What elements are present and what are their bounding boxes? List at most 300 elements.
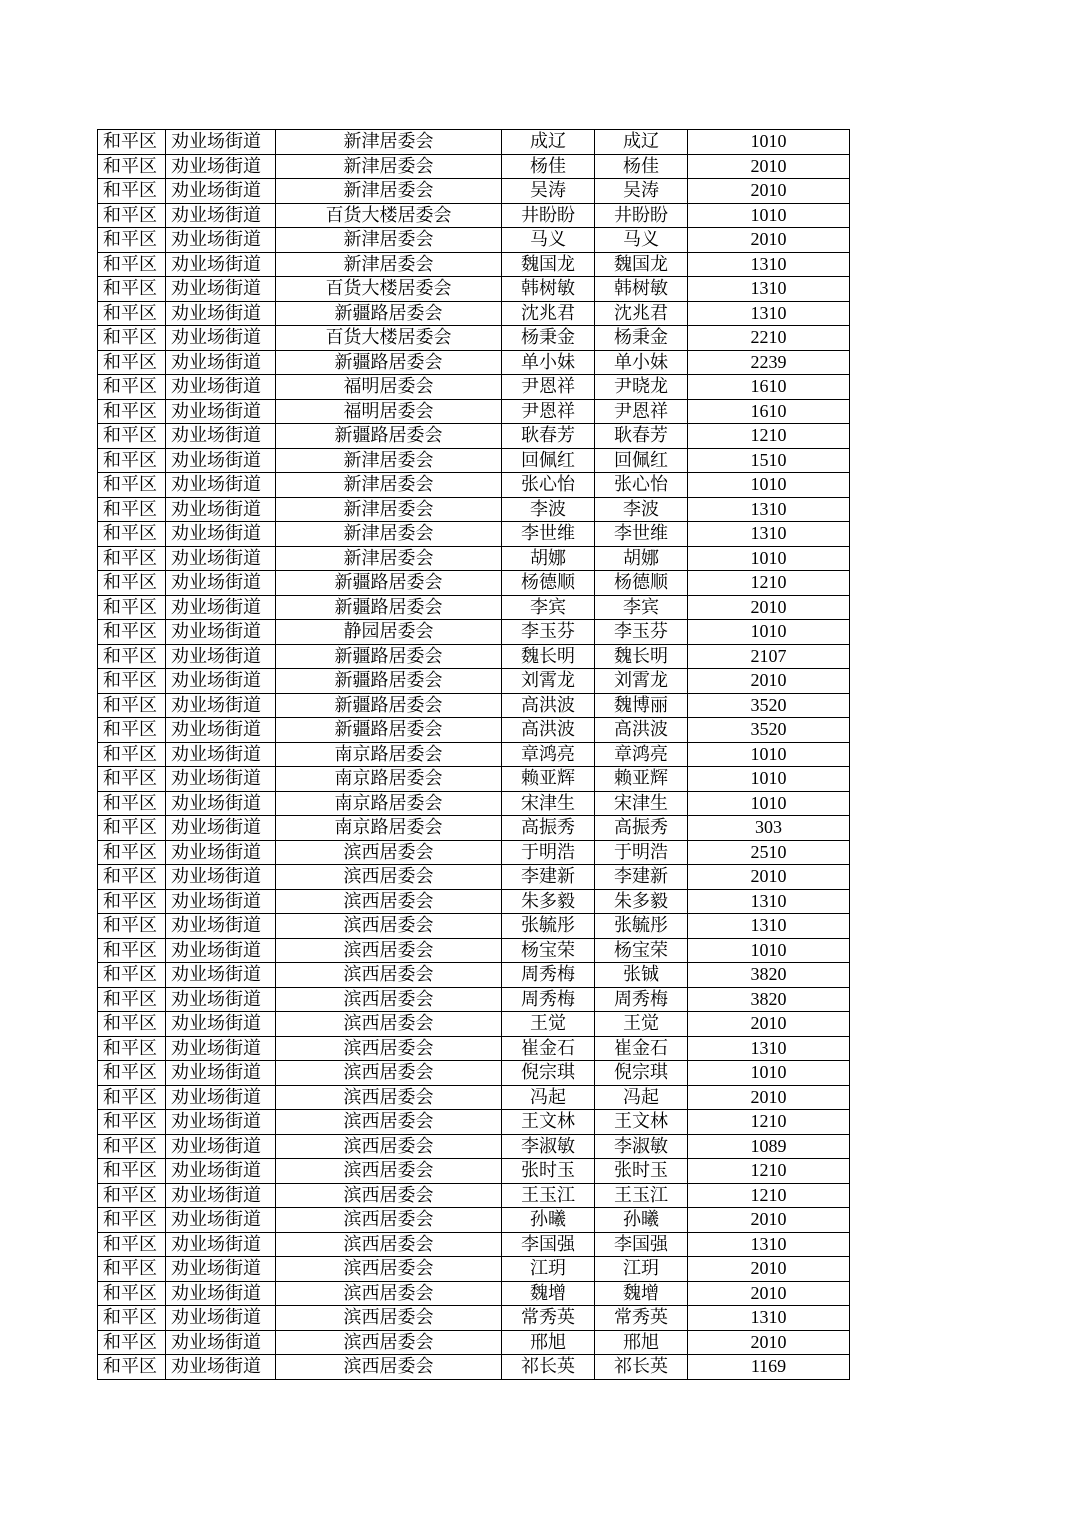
code-cell: 1610 — [688, 375, 850, 400]
table-row — [98, 571, 850, 596]
member-name-cell: 沈兆君 — [595, 301, 688, 326]
code-cell: 1010 — [688, 742, 850, 767]
code-cell: 2010 — [688, 1208, 850, 1233]
street-cell: 劝业场街道 — [166, 840, 276, 865]
code-cell: 2239 — [688, 350, 850, 375]
district-cell: 和平区 — [98, 767, 166, 792]
table-row — [98, 228, 850, 253]
name-cell: 江玥 — [502, 1257, 595, 1282]
code-cell: 1210 — [688, 424, 850, 449]
member-name-cell: 杨宝荣 — [595, 938, 688, 963]
street-cell: 劝业场街道 — [166, 742, 276, 767]
member-name-cell: 章鸿亮 — [595, 742, 688, 767]
member-name-cell: 耿春芳 — [595, 424, 688, 449]
street-cell: 劝业场街道 — [166, 1134, 276, 1159]
name-cell: 高洪波 — [502, 693, 595, 718]
committee-cell: 新津居委会 — [276, 179, 502, 204]
name-cell: 马义 — [502, 228, 595, 253]
district-cell: 和平区 — [98, 473, 166, 498]
table-row — [98, 1061, 850, 1086]
code-cell: 1310 — [688, 522, 850, 547]
street-cell: 劝业场街道 — [166, 1232, 276, 1257]
code-cell: 1010 — [688, 1061, 850, 1086]
table-row — [98, 1183, 850, 1208]
committee-cell: 滨西居委会 — [276, 1355, 502, 1380]
district-cell: 和平区 — [98, 1281, 166, 1306]
member-name-cell: 高振秀 — [595, 816, 688, 841]
district-cell: 和平区 — [98, 742, 166, 767]
street-cell: 劝业场街道 — [166, 914, 276, 939]
street-cell: 劝业场街道 — [166, 1085, 276, 1110]
district-cell: 和平区 — [98, 130, 166, 155]
committee-cell: 新津居委会 — [276, 228, 502, 253]
committee-cell: 新疆路居委会 — [276, 571, 502, 596]
district-cell: 和平区 — [98, 1110, 166, 1135]
committee-cell: 新津居委会 — [276, 130, 502, 155]
code-cell: 1010 — [688, 767, 850, 792]
district-cell: 和平区 — [98, 301, 166, 326]
street-cell: 劝业场街道 — [166, 228, 276, 253]
committee-cell: 新疆路居委会 — [276, 669, 502, 694]
district-cell: 和平区 — [98, 522, 166, 547]
code-cell: 303 — [688, 816, 850, 841]
district-cell: 和平区 — [98, 644, 166, 669]
name-cell: 倪宗琪 — [502, 1061, 595, 1086]
member-name-cell: 尹晓龙 — [595, 375, 688, 400]
code-cell: 1210 — [688, 571, 850, 596]
name-cell: 刘霄龙 — [502, 669, 595, 694]
committee-cell: 滨西居委会 — [276, 1281, 502, 1306]
street-cell: 劝业场街道 — [166, 522, 276, 547]
member-name-cell: 刘霄龙 — [595, 669, 688, 694]
street-cell: 劝业场街道 — [166, 791, 276, 816]
street-cell: 劝业场街道 — [166, 1159, 276, 1184]
district-cell: 和平区 — [98, 1208, 166, 1233]
district-cell: 和平区 — [98, 571, 166, 596]
table-row — [98, 130, 850, 155]
member-name-cell: 高洪波 — [595, 718, 688, 743]
district-cell: 和平区 — [98, 203, 166, 228]
code-cell: 1010 — [688, 791, 850, 816]
name-cell: 赖亚辉 — [502, 767, 595, 792]
code-cell: 2010 — [688, 1085, 850, 1110]
street-cell: 劝业场街道 — [166, 938, 276, 963]
table-row — [98, 595, 850, 620]
district-cell: 和平区 — [98, 1085, 166, 1110]
code-cell: 1210 — [688, 1183, 850, 1208]
table-row — [98, 840, 850, 865]
street-cell: 劝业场街道 — [166, 1110, 276, 1135]
member-name-cell: 李波 — [595, 497, 688, 522]
code-cell: 2010 — [688, 1257, 850, 1282]
committee-cell: 滨西居委会 — [276, 1183, 502, 1208]
committee-cell: 滨西居委会 — [276, 1159, 502, 1184]
table-row — [98, 1085, 850, 1110]
table-row — [98, 1355, 850, 1380]
table-row — [98, 448, 850, 473]
committee-cell: 新津居委会 — [276, 252, 502, 277]
code-cell: 1310 — [688, 1306, 850, 1331]
member-name-cell: 于明浩 — [595, 840, 688, 865]
district-cell: 和平区 — [98, 228, 166, 253]
code-cell: 2010 — [688, 669, 850, 694]
district-cell: 和平区 — [98, 987, 166, 1012]
committee-cell: 新疆路居委会 — [276, 644, 502, 669]
code-cell: 1010 — [688, 620, 850, 645]
table-row — [98, 1012, 850, 1037]
street-cell: 劝业场街道 — [166, 571, 276, 596]
table-row — [98, 816, 850, 841]
street-cell: 劝业场街道 — [166, 1355, 276, 1380]
table-row — [98, 277, 850, 302]
name-cell: 于明浩 — [502, 840, 595, 865]
district-cell: 和平区 — [98, 154, 166, 179]
table-row — [98, 522, 850, 547]
district-cell: 和平区 — [98, 693, 166, 718]
street-cell: 劝业场街道 — [166, 767, 276, 792]
table-row — [98, 1208, 850, 1233]
member-name-cell: 魏长明 — [595, 644, 688, 669]
street-cell: 劝业场街道 — [166, 963, 276, 988]
code-cell: 2010 — [688, 595, 850, 620]
table-row — [98, 1306, 850, 1331]
name-cell: 韩树敏 — [502, 277, 595, 302]
street-cell: 劝业场街道 — [166, 497, 276, 522]
district-cell: 和平区 — [98, 1257, 166, 1282]
committee-cell: 滨西居委会 — [276, 1134, 502, 1159]
member-name-cell: 井盼盼 — [595, 203, 688, 228]
committee-cell: 新疆路居委会 — [276, 595, 502, 620]
district-cell: 和平区 — [98, 1036, 166, 1061]
committee-cell: 滨西居委会 — [276, 865, 502, 890]
district-cell: 和平区 — [98, 914, 166, 939]
street-cell: 劝业场街道 — [166, 448, 276, 473]
table-row — [98, 1232, 850, 1257]
committee-cell: 滨西居委会 — [276, 1330, 502, 1355]
member-name-cell: 张毓彤 — [595, 914, 688, 939]
member-name-cell: 魏国龙 — [595, 252, 688, 277]
street-cell: 劝业场街道 — [166, 326, 276, 351]
committee-cell: 南京路居委会 — [276, 816, 502, 841]
district-cell: 和平区 — [98, 546, 166, 571]
name-cell: 魏增 — [502, 1281, 595, 1306]
name-cell: 回佩红 — [502, 448, 595, 473]
street-cell: 劝业场街道 — [166, 179, 276, 204]
street-cell: 劝业场街道 — [166, 1061, 276, 1086]
table-row — [98, 987, 850, 1012]
district-cell: 和平区 — [98, 1159, 166, 1184]
member-name-cell: 崔金石 — [595, 1036, 688, 1061]
street-cell: 劝业场街道 — [166, 669, 276, 694]
street-cell: 劝业场街道 — [166, 1281, 276, 1306]
committee-cell: 滨西居委会 — [276, 1257, 502, 1282]
name-cell: 高洪波 — [502, 718, 595, 743]
district-cell: 和平区 — [98, 595, 166, 620]
committee-cell: 百货大楼居委会 — [276, 203, 502, 228]
code-cell: 2010 — [688, 228, 850, 253]
district-cell: 和平区 — [98, 889, 166, 914]
table-row — [98, 914, 850, 939]
name-cell: 常秀英 — [502, 1306, 595, 1331]
name-cell: 井盼盼 — [502, 203, 595, 228]
member-name-cell: 王觉 — [595, 1012, 688, 1037]
district-cell: 和平区 — [98, 718, 166, 743]
code-cell: 1610 — [688, 399, 850, 424]
name-cell: 冯起 — [502, 1085, 595, 1110]
street-cell: 劝业场街道 — [166, 277, 276, 302]
member-name-cell: 马义 — [595, 228, 688, 253]
committee-cell: 滨西居委会 — [276, 1306, 502, 1331]
committee-cell: 百货大楼居委会 — [276, 277, 502, 302]
code-cell: 3820 — [688, 987, 850, 1012]
committee-cell: 百货大楼居委会 — [276, 326, 502, 351]
committee-cell: 滨西居委会 — [276, 889, 502, 914]
street-cell: 劝业场街道 — [166, 1306, 276, 1331]
table-row — [98, 620, 850, 645]
district-cell: 和平区 — [98, 1183, 166, 1208]
street-cell: 劝业场街道 — [166, 154, 276, 179]
table-row — [98, 865, 850, 890]
code-cell: 3820 — [688, 963, 850, 988]
district-cell: 和平区 — [98, 326, 166, 351]
committee-cell: 滨西居委会 — [276, 1232, 502, 1257]
name-cell: 邢旭 — [502, 1330, 595, 1355]
district-cell: 和平区 — [98, 1134, 166, 1159]
member-name-cell: 邢旭 — [595, 1330, 688, 1355]
committee-cell: 滨西居委会 — [276, 914, 502, 939]
table-row — [98, 644, 850, 669]
name-cell: 李淑敏 — [502, 1134, 595, 1159]
name-cell: 李世维 — [502, 522, 595, 547]
name-cell: 魏国龙 — [502, 252, 595, 277]
committee-cell: 滨西居委会 — [276, 1110, 502, 1135]
member-name-cell: 倪宗琪 — [595, 1061, 688, 1086]
table-row — [98, 1110, 850, 1135]
committee-cell: 新疆路居委会 — [276, 424, 502, 449]
name-cell: 单小妹 — [502, 350, 595, 375]
street-cell: 劝业场街道 — [166, 399, 276, 424]
table-row — [98, 203, 850, 228]
street-cell: 劝业场街道 — [166, 424, 276, 449]
member-name-cell: 成辽 — [595, 130, 688, 155]
table-row — [98, 179, 850, 204]
code-cell: 2010 — [688, 865, 850, 890]
member-name-cell: 张心怡 — [595, 473, 688, 498]
code-cell: 1089 — [688, 1134, 850, 1159]
member-name-cell: 孙曦 — [595, 1208, 688, 1233]
member-name-cell: 赖亚辉 — [595, 767, 688, 792]
member-name-cell: 李宾 — [595, 595, 688, 620]
table-row — [98, 742, 850, 767]
name-cell: 王文林 — [502, 1110, 595, 1135]
committee-cell: 滨西居委会 — [276, 987, 502, 1012]
name-cell: 沈兆君 — [502, 301, 595, 326]
member-name-cell: 祁长英 — [595, 1355, 688, 1380]
table-row — [98, 963, 850, 988]
member-name-cell: 李世维 — [595, 522, 688, 547]
code-cell: 2010 — [688, 1330, 850, 1355]
member-name-cell: 魏博丽 — [595, 693, 688, 718]
member-name-cell: 杨秉金 — [595, 326, 688, 351]
district-cell: 和平区 — [98, 791, 166, 816]
table-row — [98, 1257, 850, 1282]
district-cell: 和平区 — [98, 277, 166, 302]
name-cell: 李建新 — [502, 865, 595, 890]
street-cell: 劝业场街道 — [166, 1330, 276, 1355]
committee-cell: 滨西居委会 — [276, 1012, 502, 1037]
committee-cell: 滨西居委会 — [276, 1061, 502, 1086]
street-cell: 劝业场街道 — [166, 1036, 276, 1061]
street-cell: 劝业场街道 — [166, 889, 276, 914]
table-row — [98, 424, 850, 449]
code-cell: 2010 — [688, 179, 850, 204]
committee-cell: 新津居委会 — [276, 473, 502, 498]
district-cell: 和平区 — [98, 497, 166, 522]
table-row — [98, 938, 850, 963]
committee-cell: 新疆路居委会 — [276, 718, 502, 743]
street-cell: 劝业场街道 — [166, 252, 276, 277]
district-cell: 和平区 — [98, 1330, 166, 1355]
table-row — [98, 473, 850, 498]
member-name-cell: 回佩红 — [595, 448, 688, 473]
street-cell: 劝业场街道 — [166, 203, 276, 228]
committee-cell: 新疆路居委会 — [276, 301, 502, 326]
street-cell: 劝业场街道 — [166, 130, 276, 155]
table-body — [98, 130, 850, 1380]
member-name-cell: 江玥 — [595, 1257, 688, 1282]
code-cell: 3520 — [688, 693, 850, 718]
district-cell: 和平区 — [98, 448, 166, 473]
street-cell: 劝业场街道 — [166, 987, 276, 1012]
street-cell: 劝业场街道 — [166, 718, 276, 743]
member-name-cell: 吴涛 — [595, 179, 688, 204]
street-cell: 劝业场街道 — [166, 693, 276, 718]
name-cell: 杨宝荣 — [502, 938, 595, 963]
table-row — [98, 497, 850, 522]
district-cell: 和平区 — [98, 938, 166, 963]
committee-cell: 滨西居委会 — [276, 1036, 502, 1061]
table-row — [98, 301, 850, 326]
table-row — [98, 718, 850, 743]
code-cell: 1010 — [688, 938, 850, 963]
name-cell: 李国强 — [502, 1232, 595, 1257]
committee-cell: 静园居委会 — [276, 620, 502, 645]
district-cell: 和平区 — [98, 865, 166, 890]
committee-cell: 新津居委会 — [276, 546, 502, 571]
committee-cell: 南京路居委会 — [276, 791, 502, 816]
committee-cell: 滨西居委会 — [276, 840, 502, 865]
district-cell: 和平区 — [98, 1012, 166, 1037]
committee-cell: 新津居委会 — [276, 154, 502, 179]
code-cell: 1310 — [688, 277, 850, 302]
name-cell: 周秀梅 — [502, 987, 595, 1012]
member-name-cell: 杨佳 — [595, 154, 688, 179]
code-cell: 1310 — [688, 252, 850, 277]
table-row — [98, 252, 850, 277]
member-name-cell: 张铖 — [595, 963, 688, 988]
district-cell: 和平区 — [98, 350, 166, 375]
street-cell: 劝业场街道 — [166, 473, 276, 498]
street-cell: 劝业场街道 — [166, 1257, 276, 1282]
table-row — [98, 791, 850, 816]
street-cell: 劝业场街道 — [166, 1183, 276, 1208]
committee-cell: 新疆路居委会 — [276, 350, 502, 375]
code-cell: 2107 — [688, 644, 850, 669]
name-cell: 杨秉金 — [502, 326, 595, 351]
data-table — [97, 129, 850, 1380]
district-cell: 和平区 — [98, 620, 166, 645]
committee-cell: 福明居委会 — [276, 399, 502, 424]
name-cell: 宋津生 — [502, 791, 595, 816]
code-cell: 1169 — [688, 1355, 850, 1380]
name-cell: 张心怡 — [502, 473, 595, 498]
member-name-cell: 宋津生 — [595, 791, 688, 816]
name-cell: 魏长明 — [502, 644, 595, 669]
code-cell: 2010 — [688, 1012, 850, 1037]
member-name-cell: 魏增 — [595, 1281, 688, 1306]
code-cell: 1010 — [688, 473, 850, 498]
table-row — [98, 1159, 850, 1184]
street-cell: 劝业场街道 — [166, 816, 276, 841]
district-cell: 和平区 — [98, 669, 166, 694]
name-cell: 崔金石 — [502, 1036, 595, 1061]
name-cell: 耿春芳 — [502, 424, 595, 449]
street-cell: 劝业场街道 — [166, 595, 276, 620]
name-cell: 李宾 — [502, 595, 595, 620]
committee-cell: 滨西居委会 — [276, 1208, 502, 1233]
name-cell: 章鸿亮 — [502, 742, 595, 767]
district-cell: 和平区 — [98, 252, 166, 277]
table-row — [98, 1134, 850, 1159]
committee-cell: 南京路居委会 — [276, 767, 502, 792]
code-cell: 1010 — [688, 546, 850, 571]
street-cell: 劝业场街道 — [166, 350, 276, 375]
district-cell: 和平区 — [98, 179, 166, 204]
committee-cell: 南京路居委会 — [276, 742, 502, 767]
code-cell: 1310 — [688, 301, 850, 326]
district-cell: 和平区 — [98, 1306, 166, 1331]
name-cell: 胡娜 — [502, 546, 595, 571]
table-row — [98, 546, 850, 571]
street-cell: 劝业场街道 — [166, 865, 276, 890]
district-cell: 和平区 — [98, 816, 166, 841]
committee-cell: 滨西居委会 — [276, 963, 502, 988]
committee-cell: 新津居委会 — [276, 448, 502, 473]
name-cell: 尹恩祥 — [502, 375, 595, 400]
name-cell: 张毓彤 — [502, 914, 595, 939]
member-name-cell: 李建新 — [595, 865, 688, 890]
code-cell: 1310 — [688, 497, 850, 522]
name-cell: 成辽 — [502, 130, 595, 155]
member-name-cell: 朱多毅 — [595, 889, 688, 914]
name-cell: 杨佳 — [502, 154, 595, 179]
table-row — [98, 399, 850, 424]
name-cell: 王觉 — [502, 1012, 595, 1037]
name-cell: 王玉江 — [502, 1183, 595, 1208]
name-cell: 李玉芬 — [502, 620, 595, 645]
name-cell: 李波 — [502, 497, 595, 522]
member-name-cell: 杨德顺 — [595, 571, 688, 596]
committee-cell: 新津居委会 — [276, 497, 502, 522]
district-cell: 和平区 — [98, 1355, 166, 1380]
member-name-cell: 韩树敏 — [595, 277, 688, 302]
table-row — [98, 889, 850, 914]
code-cell: 1310 — [688, 889, 850, 914]
table-row — [98, 350, 850, 375]
street-cell: 劝业场街道 — [166, 546, 276, 571]
member-name-cell: 周秀梅 — [595, 987, 688, 1012]
member-name-cell: 尹恩祥 — [595, 399, 688, 424]
